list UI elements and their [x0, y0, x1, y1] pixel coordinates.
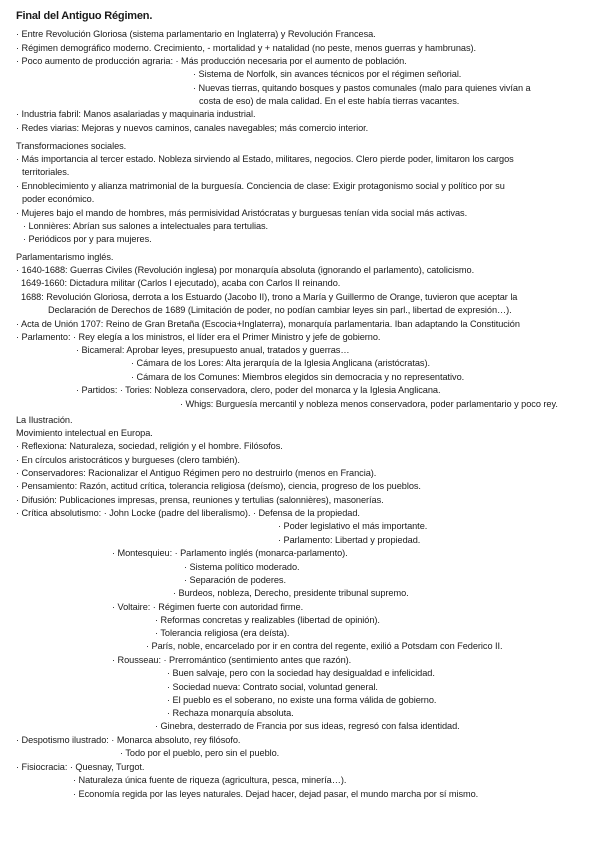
text-line: poder económico.: [22, 194, 95, 204]
text-line: · Buen salvaje, pero con la sociedad hay desigualdad e infelicidad.: [167, 668, 435, 678]
text-line: 1688: Revolución Gloriosa, derrota a los Estuardo (Jacobo II), trono a María y Guillermo de Orange, tuvieron que aceptar la: [21, 292, 518, 302]
text-line: · Rechaza monarquía absoluta.: [167, 708, 294, 718]
text-line: · Despotismo ilustrado: · Monarca absoluto, rey filósofo.: [16, 735, 241, 745]
text-line: · Poco aumento de producción agraria: · Más producción necesaria por el aumento de población.: [16, 56, 407, 66]
text-line: · Acta de Unión 1707: Reino de Gran Bretaña (Escocia+Inglaterra), monarquía parlamentaria. Iban adaptando la Constitución: [16, 319, 520, 329]
text-line: · Montesquieu: · Parlamento inglés (monarca-parlamento).: [112, 548, 348, 558]
text-line: · Cámara de los Lores: Alta jerarquía de la Iglesia Anglicana (aristócratas).: [131, 358, 430, 368]
text-line: · Tolerancia religiosa (era deísta).: [155, 628, 290, 638]
text-line: · Conservadores: Racionalizar el Antiguo Régimen pero no destruirlo (menos en Francia).: [16, 468, 377, 478]
text-line: 1649-1660: Dictadura militar (Carlos I ejecutado), acaba con Carlos II reinando.: [21, 278, 341, 288]
text-line: · 1640-1688: Guerras Civiles (Revolución inglesa) por monarquía absoluta (ignorando el parlamento), catolicismo.: [16, 265, 475, 275]
text-line: · Periódicos por y para mujeres.: [23, 234, 152, 244]
text-line: · Burdeos, nobleza, Derecho, presidente tribunal supremo.: [173, 588, 409, 598]
text-line: · Parlamento: · Rey elegía a los ministros, el líder era el Primer Ministro y jefe de gobierno.: [16, 332, 381, 342]
document-title: Final del Antiguo Régimen.: [16, 10, 153, 22]
text-line: · Industria fabril: Manos asalariadas y maquinaria industrial.: [16, 109, 256, 119]
text-line: Declaración de Derechos de 1689 (Limitación de poder, no podían cambiar leyes sin parl., libertad de expresión…).: [48, 305, 512, 315]
text-line: · Sociedad nueva: Contrato social, voluntad general.: [167, 682, 378, 692]
text-line: · Economía regida por las leyes naturales. Dejad hacer, dejad pasar, el mundo marcha por sí mismo.: [73, 789, 479, 799]
text-line: · El pueblo es el soberano, no existe una forma válida de gobierno.: [167, 695, 437, 705]
text-line: · Crítica absolutismo: · John Locke (padre del liberalismo). · Defensa de la propiedad.: [16, 508, 360, 518]
text-line: · Partidos: · Tories: Nobleza conservadora, clero, poder del monarca y la Iglesia Anglicana.: [76, 385, 441, 395]
text-line: · Mujeres bajo el mando de hombres, más permisividad Aristócratas y burguesas tenían vida social más activas.: [16, 208, 468, 218]
text-line: · Entre Revolución Gloriosa (sistema parlamentario en Inglaterra) y Revolución Francesa.: [16, 29, 376, 39]
text-line: · Pensamiento: Razón, actitud crítica, tolerancia religiosa (deísmo), ciencia, progreso de los pueblos.: [16, 481, 421, 491]
text-line: · Separación de poderes.: [184, 575, 286, 585]
text-line: · Sistema político moderado.: [184, 562, 300, 572]
text-line: · Lonnières: Abrían sus salones a intelectuales para tertulias.: [23, 221, 269, 231]
text-line: · Ginebra, desterrado de Francia por sus ideas, regresó con falsa identidad.: [155, 721, 460, 731]
text-line: costa de eso) de mala calidad. En el este había tierras vacantes.: [199, 96, 460, 106]
text-line: · Difusión: Publicaciones impresas, prensa, reuniones y tertulias (salonnières), masonerías.: [16, 495, 384, 505]
text-line: · Más importancia al tercer estado. Nobleza sirviendo al Estado, militares, negocios. Clero pierde poder, limitaron los cargos: [16, 154, 514, 164]
text-line: · Sistema de Norfolk, sin avances técnicos por el régimen señorial.: [193, 69, 462, 79]
section-heading: Transformaciones sociales.: [16, 141, 127, 151]
text-line: · Rousseau: · Prerromántico (sentimiento antes que razón).: [112, 655, 352, 665]
text-line: · Reflexiona: Naturaleza, sociedad, religión y el hombre. Filósofos.: [16, 441, 283, 451]
text-line: · Redes viarias: Mejoras y nuevos caminos, canales navegables; más comercio interior.: [16, 123, 369, 133]
text-line: · Cámara de los Comunes: Miembros elegidos sin democracia y no representativo.: [131, 372, 465, 382]
text-line: · Régimen demográfico moderno. Crecimiento, - mortalidad y + natalidad (no peste, menos guerras y hambrunas).: [16, 43, 477, 53]
text-line: Movimiento intelectual en Europa.: [16, 428, 153, 438]
text-line: · Whigs: Burguesía mercantil y nobleza menos conservadora, poder parlamentario y poco rey.: [180, 399, 558, 409]
text-line: territoriales.: [22, 167, 70, 177]
text-line: · Nuevas tierras, quitando bosques y pastos comunales (malo para quienes vivían a: [193, 83, 531, 93]
section-heading: La Ilustración.: [16, 415, 73, 425]
text-line: · Poder legislativo el más importante.: [278, 521, 428, 531]
text-line: · Ennoblecimiento y alianza matrimonial de la burguesía. Conciencia de clase: Exigir protagonismo social y político por su: [16, 181, 505, 191]
text-line: · Bicameral: Aprobar leyes, presupuesto anual, tratados y guerras…: [76, 345, 350, 355]
text-line: · París, noble, encarcelado por ir en contra del regente, exilió a Potsdam con Federico II.: [146, 641, 503, 651]
section-heading: Parlamentarismo inglés.: [16, 252, 114, 262]
text-line: · Naturaleza única fuente de riqueza (agricultura, pesca, minería…).: [73, 775, 347, 785]
text-line: · Reformas concretas y realizables (libertad de opinión).: [155, 615, 380, 625]
text-line: · En círculos aristocráticos y burgueses (clero también).: [16, 455, 240, 465]
text-line: · Todo por el pueblo, pero sin el pueblo.: [120, 748, 280, 758]
text-line: · Voltaire: · Régimen fuerte con autoridad firme.: [112, 602, 304, 612]
text-line: · Fisiocracia: · Quesnay, Turgot.: [16, 762, 145, 772]
text-line: · Parlamento: Libertad y propiedad.: [278, 535, 421, 545]
